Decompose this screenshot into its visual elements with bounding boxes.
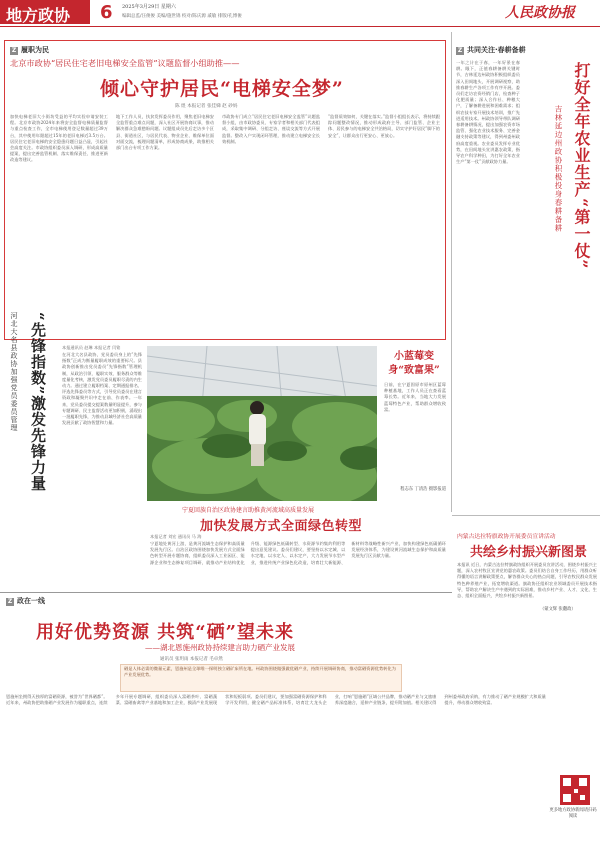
lead-subtitle: 北京市政协“居民住宅老旧电梯安全监管”议题监督小组助推—— [10, 58, 240, 68]
pioneer-headline: “先锋指数”激发先锋力量 [29, 312, 47, 492]
masthead-section-title: 地方政协 [6, 6, 71, 25]
bottom-subtitle: ——湖北恩施州政协持续建言助力硒产业发展 [145, 643, 295, 652]
section-z-icon: Z [7, 598, 13, 605]
masthead-page-number: 6 [100, 2, 113, 23]
lead-headline: 倾心守护居民“电梯安全梦” [100, 78, 344, 100]
ningxia-body: 宁夏地处黄河上游，是黄河流域生态保护和高质量发展先行区。自治区政协围绕加快发展方式全面绿色转型开展专题协商，组织委员深入工业园区、能源企业和生态修复项目调研，就推动产业结构优化升级、能源绿色低碳转型、水资源节约集约利用等提出意见建议。委员们建议，要坚持以水定城、以水定地、以水定人、以水定产，大力发展节水型产业，推进传统产业绿色化改造，培育壮大新能源、新材料等战略性新兴产业，加快构建绿色低碳循环发展经济体系，为建设黄河流域生态保护和高质量发展先行区贡献力量。 [150, 541, 446, 565]
section-z-icon: Z [457, 47, 463, 54]
photo-caption: 日前，在宁夏固原市原州区蓝莓种植基地，工作人员正在查看蓝莓长势。近年来，当地大力发展蓝莓特色产业，帮助群众增收致富。 [384, 382, 446, 412]
qr-pattern-icon [560, 775, 590, 805]
inner-mongolia-credit: （蒙文辉 张翻政） [540, 607, 576, 612]
pioneer-byline: 本报通讯员 赵琳 本报记者 闫铭 [62, 345, 121, 350]
right-subheadline: 吉林延边州政协积极投身春耕备耕 [554, 105, 563, 233]
newspaper-logo: 人民政协报 [505, 5, 575, 21]
inner-mongolia-headline: 共绘乡村振兴新图景 [470, 545, 588, 560]
inner-mongolia-kicker: 内蒙古达拉特旗政协开展委员宣讲活动 [457, 534, 556, 540]
lead-column-1: 加快电梯老旧大小街坊受益的平均实验申请安装工程。北京市政协2024年来将安全监督电梯质量监督与重点检查工作，全市电梯使用登记数量超过39万台，其中使用年限超过15年的老旧电梯近3.5万台。居民住宅老旧电梯的安全隐患问题日益凸显，引起社会高度关注。市政协组织委员深入调研，形成高质量提案，提出完善监管机制、落实维保责任、推进更新改造等建议。 [10, 114, 108, 163]
lead-section-label: Z 履职为民 [11, 46, 49, 54]
masthead-staff: 编辑总监/汪俊俊 美编/施世锦 校对/陈庆源 戚敏 排版/孔博俊 [122, 14, 242, 19]
greenhouse-illustration [147, 346, 377, 501]
pioneer-body: 在河北大名县政协，党员委员身上的“先锋指数”正成为衡量履职成效的重要标尺。县政协创新推出党员委员“先锋指数”管理机制，从政治引领、履职实效、服务群众等维度量化考核，激发党员委员履职尽责的内生动力。通过建立履职档案、定期通报排名、评选先锋委员等方式，引导党员委员在建言资政和凝聚共识中走在前、作表率。一年来，党员委员提交提案数量明显提升，参与专题调研、民主监督活动更加积极，涌现出一批履职先锋，为推动县域经济社会高质量发展贡献了政协智慧和力量。 [62, 352, 142, 426]
photo-headline: 小蓝莓变身“致富果” [388, 351, 440, 376]
pioneer-subheadline: 河北大名县政协加强党员委员管理 [10, 312, 18, 432]
masthead-rule [0, 26, 600, 27]
right-headline: 打好全年农业生产“第一仗” [572, 62, 591, 270]
bottom-section-label: Z 政在一线 [7, 597, 45, 605]
bottom-intro: 硒是人体必需的微量元素，恩施州是全球唯一探明独立硒矿床所在地。州政协围绕做强做优硒产业，持续开展调研协商，推动富硒资源优势转化为产业发展优势。 [124, 666, 396, 678]
lead-column-4: “监督质效如何，关键在落实。”监督小组组长表示，将持续跟踪问题整改情况，推动形成政府主导、部门监管、企业主体、居民参与的电梯安全共治格局，切实守护好居民“脚下的安全”，让群众出行更安心、更放心。 [328, 114, 440, 138]
ningxia-kicker: 宁夏回族自治区政协建言助推黄河流域高质量发展 [182, 507, 315, 514]
photo-credit: 程志东 丁清浩 摄影报道 [400, 487, 446, 492]
bottom-section-rule [0, 592, 452, 593]
right-body: 一年之计在于春，一年好景在春耕。眼下，正值春耕备耕关键时节，吉林延边州政协积极组织委员深入田间地头，开展调研视察，助推春耕生产各项工作有序开展。委员们走访农资经销门店，检查种子化肥质量；深入合作社、种粮大户，了解备耕进展和困难需求；组织农技专家开展技术培训，推广先进适用技术。州政协领导带队调研春耕备耕情况，提出加强农资市场监管、强化农业技术服务、完善金融支持政策等建议，得到州委州政府高度重视。农业委员发挥专业优势，在田间地头宣讲惠农政策，指导农户科学种田，为打好全年农业生产“第一仗”贡献政协力量。 [456, 60, 520, 165]
right-column-divider [451, 32, 452, 512]
bottom-byline: 通讯员 张玥雨 本报记者 毛卓然 [160, 657, 223, 662]
bottom-body: 恩施州坐拥得天独厚的富硒资源，被誉为“世界硒都”。近年来，州政协把助推硒产业发展作为履职重点，连续多年开展专题调研，组织委员深入富硒茶叶、富硒蔬菜、富硒畜禽等产业基地和加工企业，摸清产业发展现状和短板弱项。委员们建议，要加强富硒资源保护和科学开发利用，健全硒产品标准体系，培育壮大龙头企业，打响“恩施硒”区域公共品牌，推动硒产业与文旅康养深度融合，延伸产业链条，提升附加值。相关建议得到州委州政府采纳，有力推动了硒产业规模扩大和质量提升，带动群众增收致富。 [6, 694, 546, 706]
masthead-date: 2025年3月29日 星期六 [122, 4, 176, 10]
bottom-headline: 用好优势资源 共筑“硒”望未来 [36, 622, 294, 643]
qr-caption: 更多地方政协新闻请扫码阅读 [549, 808, 597, 819]
ningxia-byline: 本报记者 刘宏 通讯员 马 海 [150, 534, 202, 539]
lead-column-2: 地下工作人员，扶贫发挥委员作用，聚焦老旧电梯安全监管重点难点问题，深入社区开展协商议事，推动解决群众急难愁盼问题。议题组成员先后走访多个区县、街道社区，与居民代表、物业企业、维保单位面对面交流，梳理问题清单，形成协商成果，助推相关部门出台专项工作方案。 [116, 114, 214, 151]
blueberry-photo [147, 346, 377, 501]
ningxia-headline: 加快发展方式全面绿色转型 [200, 519, 363, 534]
lead-byline: 陈 煜 本报记者 张佳娣 赵 砂妈 [175, 104, 238, 109]
right-section-label: Z 共同关注·春耕备耕 [457, 46, 526, 54]
section-z-icon: Z [11, 47, 17, 54]
inner-mongolia-body: 本报讯 近日，内蒙古达拉特旗政协组织开展委员宣讲活动，围绕乡村振兴主题，深入农村牧区宣讲党的惠农政策。委员们结合自身工作经历，用群众听得懂的语言讲解政策要点，解答群众关心的热点问题，引导农牧民群众发展特色种养殖产业，拓宽增收渠道。旗政协还组织农业领域委员开展技术指导，帮助农户解决生产中遇到的实际困难，推动乡村产业、人才、文化、生态、组织全面振兴，共绘乡村振兴新图景。 [457, 562, 597, 599]
lead-column-3: 市政协专门成立“居民住宅老旧电梯安全监管”议题监督小组，由市政协委员、专家学者和相关部门代表组成，采取集中调研、分组走访、座谈交流等方式开展监督。整改入户实现闭环管理，推动建立电梯安全长效机制。 [222, 114, 320, 144]
qr-code-icon [560, 775, 590, 805]
inner-mongolia-rule [452, 515, 600, 516]
